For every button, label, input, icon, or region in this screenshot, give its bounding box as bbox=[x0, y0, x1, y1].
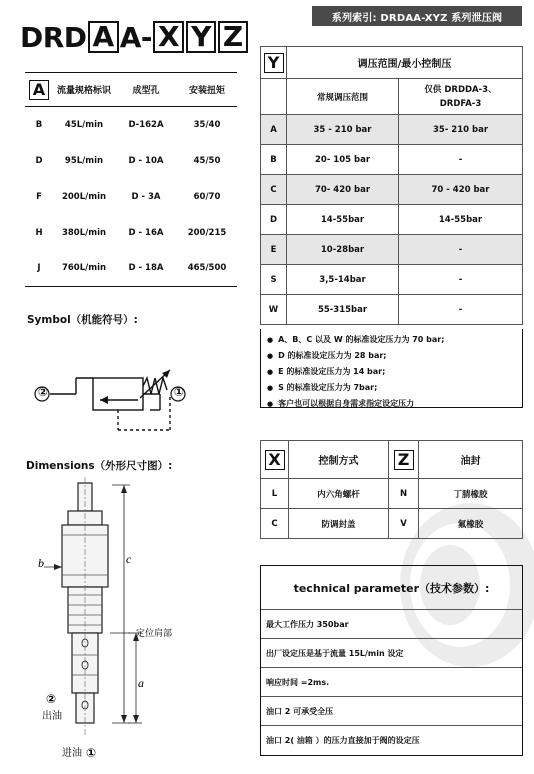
series-banner: 系列索引: DRDAA-XYZ 系列泄压阀 bbox=[312, 6, 522, 26]
table-row bbox=[261, 205, 523, 235]
model-a-plain: A- bbox=[119, 20, 153, 54]
row-seal-code: N bbox=[389, 479, 419, 509]
table-header-row bbox=[261, 47, 523, 79]
row-code: C bbox=[261, 175, 287, 205]
subheader-special: 仅供 DRDDA-3、 DRDFA-3 bbox=[399, 79, 523, 115]
table-y-title: 调压范围/最小控制压 bbox=[287, 47, 523, 79]
table-row bbox=[25, 251, 237, 287]
symbol-port2-label: ② bbox=[37, 385, 49, 399]
row-code: D bbox=[261, 205, 287, 235]
control-title: 控制方式 bbox=[289, 441, 389, 479]
table-row bbox=[25, 215, 237, 251]
model-x-box: X bbox=[153, 21, 184, 53]
dimensions-title: Dimensions（外形尺寸图）: bbox=[26, 460, 173, 472]
note-item: ● S 的标准设定压力为 7bar; bbox=[267, 380, 516, 396]
row-special: 14-55bar bbox=[399, 205, 523, 235]
row-seal: 氟橡胶 bbox=[419, 509, 523, 539]
row-code: W bbox=[261, 295, 287, 325]
row-standard: 70- 420 bar bbox=[287, 175, 399, 205]
symbol-title: Symbol（机能符号）: bbox=[27, 314, 138, 326]
row-flow: 45L/min bbox=[64, 119, 104, 130]
table-row bbox=[261, 509, 523, 539]
row-special: 35- 210 bar bbox=[399, 115, 523, 145]
valve-symbol bbox=[28, 334, 228, 446]
table-a-letter: A bbox=[29, 80, 49, 100]
note-item: ● 客户也可以根据自身需求指定设定压力 bbox=[267, 396, 516, 412]
dim-c-label: c bbox=[126, 552, 132, 566]
row-seal: 丁腈橡胶 bbox=[419, 479, 523, 509]
row-cavity: D - 3A bbox=[131, 191, 161, 202]
table-row bbox=[261, 175, 523, 205]
table-y-letter: Y bbox=[264, 53, 284, 73]
row-torque: 35/40 bbox=[193, 119, 221, 130]
model-y-box: Y bbox=[186, 21, 216, 53]
outlet-label: 出油 bbox=[42, 711, 62, 722]
port1-label: ① bbox=[86, 746, 97, 760]
table-row bbox=[261, 145, 523, 175]
control-seal-table bbox=[260, 440, 523, 539]
table-row bbox=[25, 143, 237, 179]
flow-arrow-head bbox=[100, 396, 108, 404]
model-prefix: DRD bbox=[20, 20, 87, 54]
row-torque: 465/500 bbox=[177, 251, 237, 287]
row-cavity: D-162A bbox=[128, 119, 164, 130]
table-header-row bbox=[25, 73, 237, 107]
row-torque: 200/215 bbox=[187, 227, 227, 238]
table-row bbox=[25, 179, 237, 215]
table-x-letter: X bbox=[265, 450, 285, 470]
model-code bbox=[20, 20, 249, 54]
port2-label: ② bbox=[46, 692, 57, 706]
row-standard: 3,5-14bar bbox=[287, 265, 399, 295]
inlet-label: 进油 bbox=[62, 748, 82, 759]
subheader-standard: 常规调压范围 bbox=[287, 79, 399, 115]
row-cavity: D - 10A bbox=[128, 155, 164, 166]
technical-parameters bbox=[260, 565, 523, 756]
pressure-notes bbox=[260, 329, 523, 408]
row-torque: 60/70 bbox=[193, 191, 221, 202]
model-z-box: Z bbox=[218, 21, 248, 53]
row-standard: 14-55bar bbox=[287, 205, 399, 235]
symbol-port1-label: ① bbox=[173, 385, 185, 399]
table-row bbox=[25, 107, 237, 143]
table-row bbox=[261, 295, 523, 325]
row-control-code: C bbox=[261, 509, 289, 539]
tech-line: 最大工作压力 350bar bbox=[261, 610, 522, 639]
row-seal-code: V bbox=[389, 509, 419, 539]
row-control-code: L bbox=[261, 479, 289, 509]
row-standard: 10-28bar bbox=[287, 235, 399, 265]
row-torque: 45/50 bbox=[193, 155, 221, 166]
row-flow: 200L/min bbox=[61, 191, 107, 202]
tech-line: 出厂设定压是基于流量 15L/min 设定 bbox=[261, 639, 522, 668]
row-flow: 380L/min bbox=[61, 227, 107, 238]
row-special: - bbox=[399, 235, 523, 265]
row-code: S bbox=[261, 265, 287, 295]
dimension-drawing bbox=[24, 475, 234, 765]
tech-line: 油口 2 可承受全压 bbox=[261, 697, 522, 726]
row-special: - bbox=[399, 265, 523, 295]
row-special: - bbox=[399, 295, 523, 325]
dim-b-label: b bbox=[38, 556, 44, 570]
row-code: A bbox=[261, 115, 287, 145]
flow-spec-table bbox=[25, 72, 237, 287]
header-cavity: 成型孔 bbox=[115, 73, 177, 107]
row-flow: 760L/min bbox=[53, 251, 115, 287]
shoulder-label: 定位肩部 bbox=[136, 629, 173, 639]
row-code: J bbox=[25, 251, 53, 287]
row-standard: 55-315bar bbox=[287, 295, 399, 325]
table-row bbox=[261, 265, 523, 295]
dim-a-label: a bbox=[138, 676, 144, 690]
row-cavity: D - 16A bbox=[128, 227, 164, 238]
row-code: H bbox=[35, 227, 43, 238]
seal-title: 油封 bbox=[419, 441, 523, 479]
tech-line: 响应时间 =2ms. bbox=[261, 668, 522, 697]
model-a-box: A bbox=[88, 21, 119, 53]
tech-title: technical parameter（技术参数）: bbox=[261, 566, 522, 610]
table-row bbox=[261, 115, 523, 145]
row-control: 内六角螺杆 bbox=[289, 479, 389, 509]
header-flow: 流量规格标识 bbox=[53, 73, 115, 107]
row-control: 防调封盖 bbox=[289, 509, 389, 539]
table-row bbox=[261, 479, 523, 509]
row-code: E bbox=[261, 235, 287, 265]
row-cavity: D - 18A bbox=[115, 251, 177, 287]
symbol-box bbox=[93, 378, 143, 410]
row-special: - bbox=[399, 145, 523, 175]
table-header-row bbox=[261, 441, 523, 479]
tech-line: 油口 2( 油箱 ）的压力直接加于阀的设定压 bbox=[266, 736, 420, 745]
row-special: 70 - 420 bar bbox=[399, 175, 523, 205]
note-item: ● A、B、C 以及 W 的标准设定压力为 70 bar; bbox=[267, 332, 516, 348]
row-code: B bbox=[261, 145, 287, 175]
row-code: D bbox=[35, 155, 43, 166]
table-subheader-row bbox=[261, 79, 523, 115]
table-row bbox=[261, 235, 523, 265]
row-code: B bbox=[35, 119, 43, 130]
table-z-letter: Z bbox=[394, 450, 414, 470]
row-standard: 35 - 210 bar bbox=[287, 115, 399, 145]
header-torque: 安装扭矩 bbox=[177, 73, 237, 107]
row-standard: 20- 105 bar bbox=[287, 145, 399, 175]
row-code: F bbox=[36, 191, 42, 202]
note-item: ● D 的标准设定压力为 28 bar; bbox=[267, 348, 516, 364]
pressure-range-table bbox=[260, 46, 523, 325]
note-item: ● E 的标准设定压力为 14 bar; bbox=[267, 364, 516, 380]
row-flow: 95L/min bbox=[64, 155, 104, 166]
